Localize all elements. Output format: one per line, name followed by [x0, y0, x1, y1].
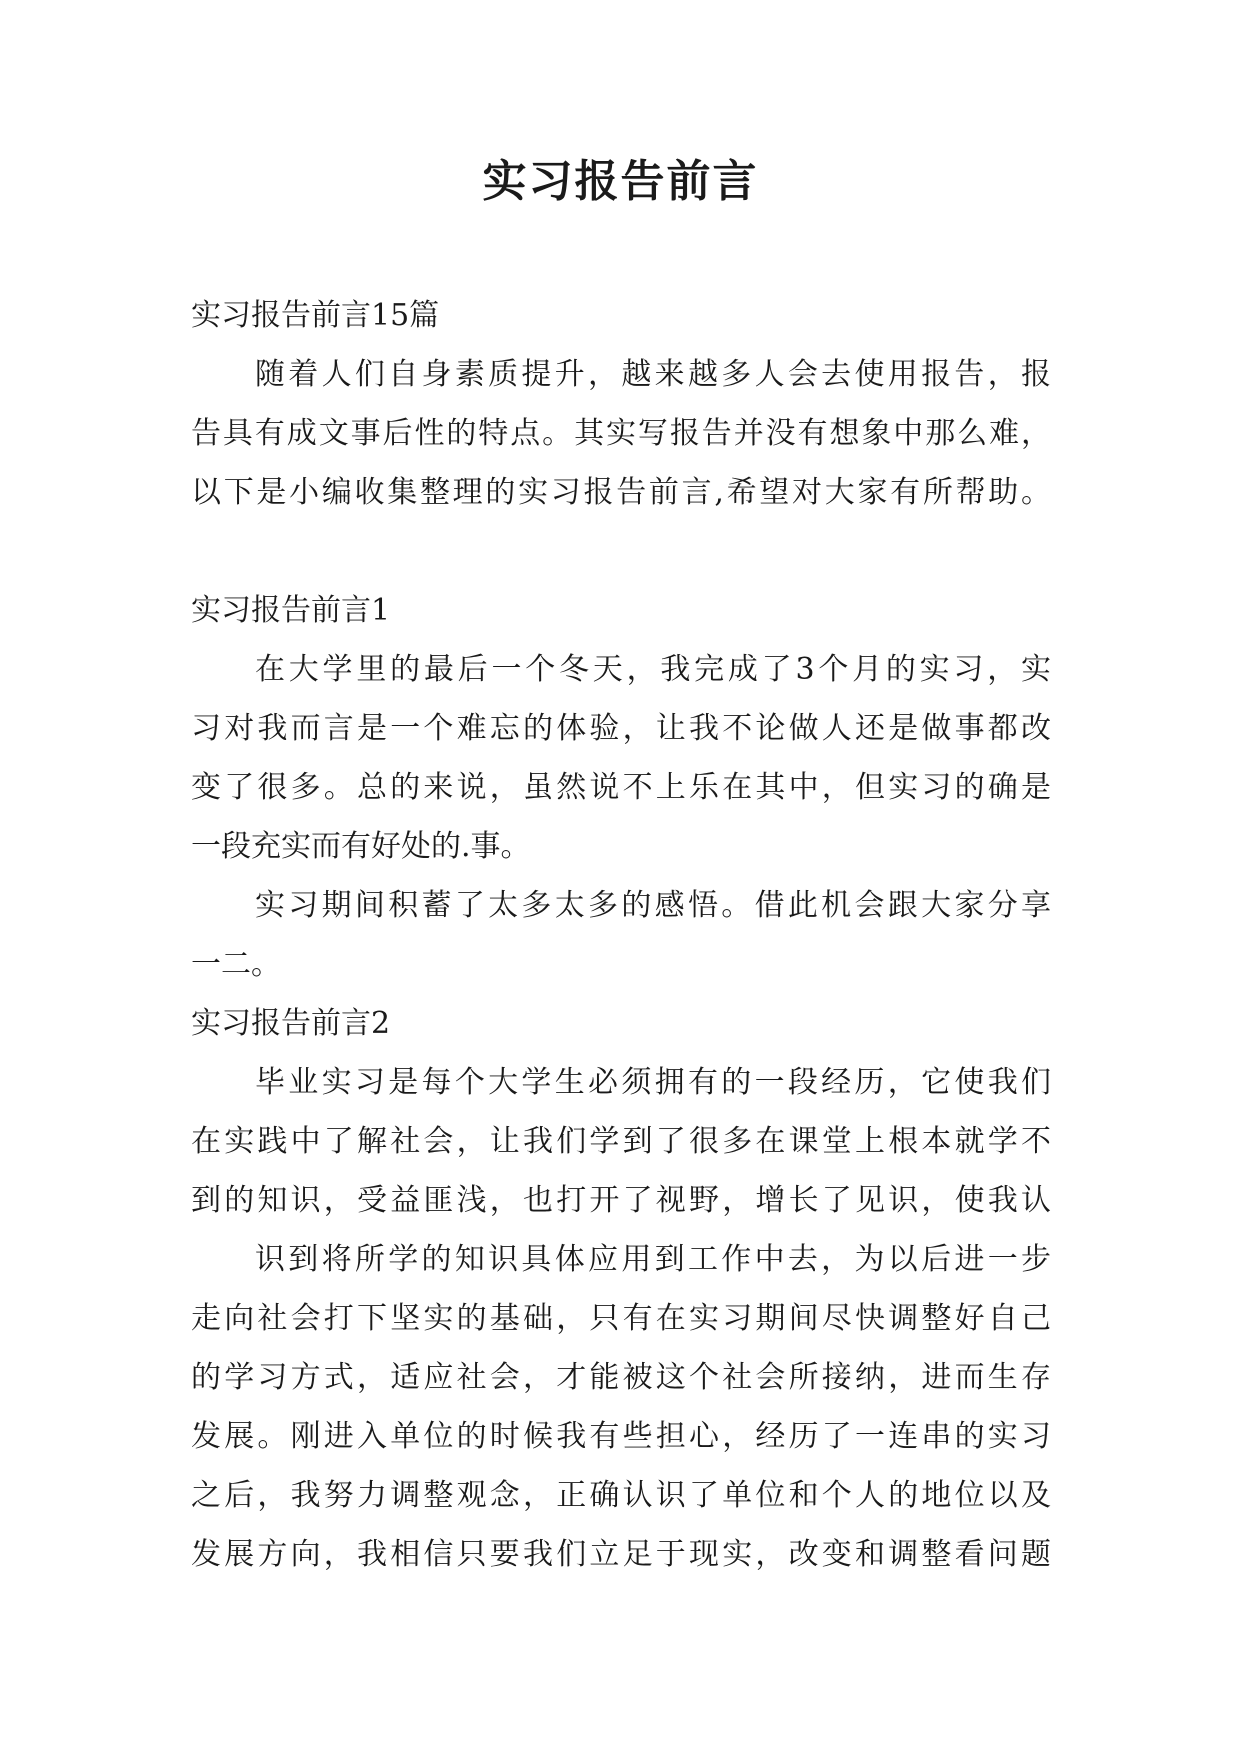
document-subtitle: 实习报告前言15篇: [191, 298, 440, 333]
paragraph-line: 告具有成文事后性的特点。其实写报告并没有想象中那么难，: [191, 416, 1051, 451]
paragraph-line: 识到将所学的知识具体应用到工作中去，为以后进一步: [255, 1242, 1051, 1277]
section-heading-2: 实习报告前言2: [191, 1006, 391, 1041]
document-title: 实习报告前言: [482, 156, 759, 207]
paragraph-line: 一段充实而有好处的.事。: [191, 829, 531, 864]
paragraph-line: 毕业实习是每个大学生必须拥有的一段经历，它使我们: [255, 1065, 1051, 1100]
paragraph-line: 发展。刚进入单位的时候我有些担心，经历了一连串的实习: [191, 1419, 1051, 1454]
paragraph-line: 习对我而言是一个难忘的体验，让我不论做人还是做事都改: [191, 711, 1051, 746]
paragraph-line: 在大学里的最后一个冬天，我完成了3个月的实习，实: [255, 652, 1051, 687]
paragraph-line: 发展方向，我相信只要我们立足于现实，改变和调整看问题: [191, 1537, 1051, 1572]
paragraph-line: 在实践中了解社会，让我们学到了很多在课堂上根本就学不: [191, 1124, 1051, 1159]
section-1-paragraph-1: [191, 640, 1051, 876]
paragraph-line: 以下是小编收集整理的实习报告前言,希望对大家有所帮助。: [191, 475, 1051, 510]
section-2-paragraph-1: [191, 1053, 1051, 1230]
intro-paragraph: [191, 345, 1051, 522]
section-1-paragraph-2: [191, 876, 1051, 994]
section-spacer: [191, 522, 1051, 581]
document-body: [191, 286, 1051, 1584]
paragraph-line: 变了很多。总的来说，虽然说不上乐在其中，但实习的确是: [191, 770, 1051, 805]
paragraph-line: 到的知识，受益匪浅，也打开了视野，增长了见识，使我认: [191, 1183, 1051, 1218]
paragraph-line: 一二。: [191, 947, 281, 982]
paragraph-line: 随着人们自身素质提升，越来越多人会去使用报告，报: [255, 357, 1051, 392]
paragraph-line: 之后，我努力调整观念，正确认识了单位和个人的地位以及: [191, 1478, 1051, 1513]
section-heading-1: 实习报告前言1: [191, 593, 391, 628]
paragraph-line: 走向社会打下坚实的基础，只有在实习期间尽快调整好自己: [191, 1301, 1051, 1336]
paragraph-line: 的学习方式，适应社会，才能被这个社会所接纳，进而生存: [191, 1360, 1051, 1395]
paragraph-line: 实习期间积蓄了太多太多的感悟。借此机会跟大家分享: [255, 888, 1051, 923]
section-2-paragraph-2: [191, 1230, 1051, 1584]
